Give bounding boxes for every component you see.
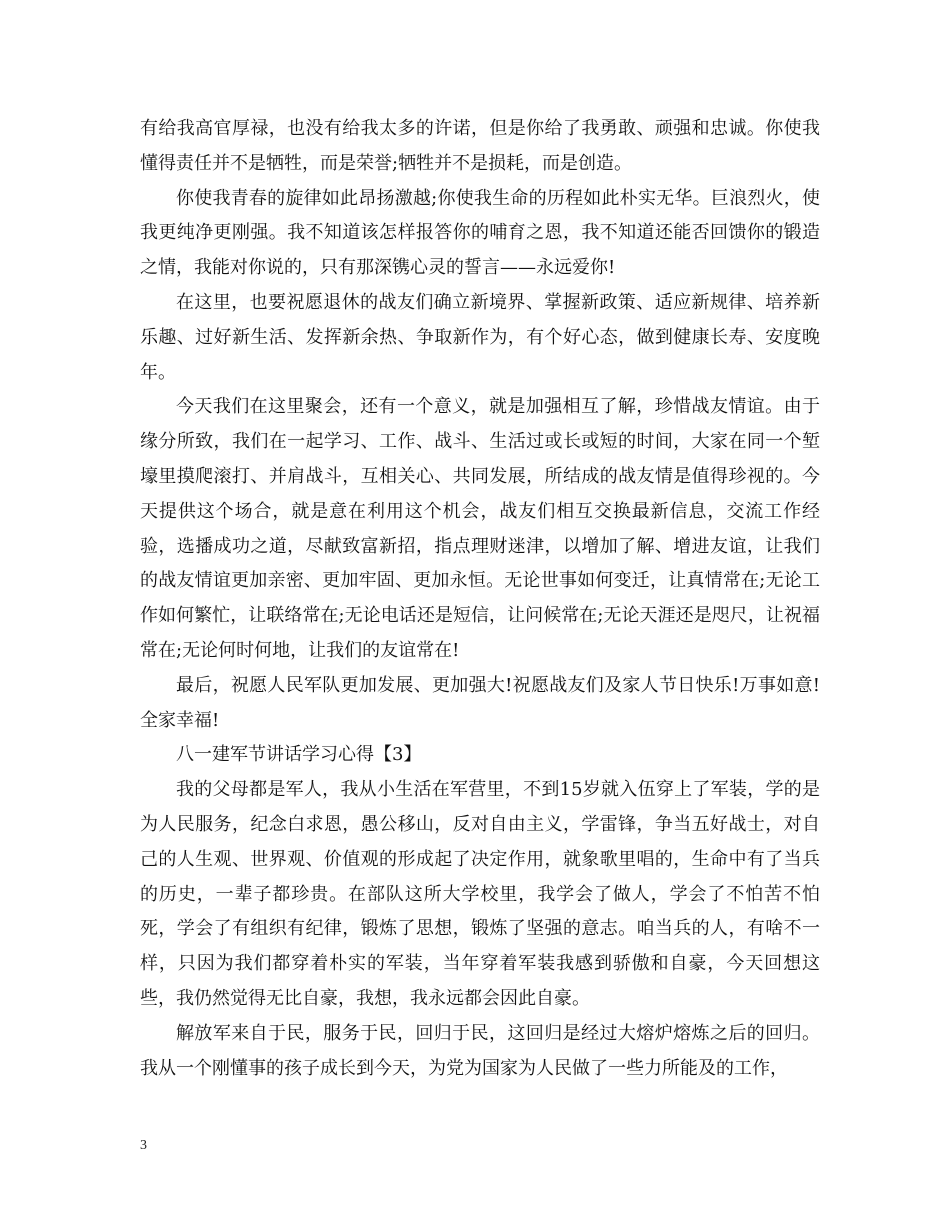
paragraph-1: 有给我高官厚禄，也没有给我太多的许诺，但是你给了我勇敢、顽强和忠诚。你使我懂得责任并不是牺牲，而是荣誉;牺牲并不是损耗，而是创造。 bbox=[140, 118, 820, 174]
paragraph-5: 最后，祝愿人民军队更加发展、更加强大!祝愿战友们及家人节日快乐!万事如意!全家幸福! bbox=[140, 674, 820, 731]
section-heading: 八一建军节讲话学习心得【3】 bbox=[176, 744, 422, 766]
document-body bbox=[140, 112, 820, 1086]
paragraph-6: 我的父母都是军人，我从小生活在军营里，不到15岁就入伍穿上了军装，学的是为人民服务，纪念白求恩，愚公移山，反对自由主义，学雷锋，争当五好战士，对自己的人生观、世界观、价值观的形成起了决定作用，就象歌里唱的，生命中有了当兵的历史，一辈子都珍贵。在部队这所大学校里，我学会了做人，学会了不怕苦不怕死，学会了有组织有纪律，锻炼了思想，锻炼了坚强的意志。咱当兵的人，有啥不一样，只因为我们都穿着朴实的军装，当年穿着军装我感到骄傲和自豪，今天回想这些，我仍然觉得无比自豪，我想，我永远都会因此自豪。 bbox=[140, 779, 820, 1009]
paragraph-3: 在这里，也要祝愿退休的战友们确立新境界、掌握新政策、适应新规律、培养新乐趣、过好新生活、发挥新余热、争取新作为，有个好心态，做到健康长寿、安度晚年。 bbox=[140, 291, 820, 383]
page-number: 3 bbox=[140, 1138, 147, 1153]
paragraph-4: 今天我们在这里聚会，还有一个意义，就是加强相互了解，珍惜战友情谊。由于缘分所致，我们在一起学习、工作、战斗、生活过或长或短的时间，大家在同一个堑壕里摸爬滚打、并肩战斗，互相关心、共同发展，所结成的战友情是值得珍视的。今天提供这个场合，就是意在利用这个机会，战友们相互交换最新信息，交流工作经验，选播成功之道，尽献致富新招，指点理财迷津，以增加了解、增进友谊，让我们的战友情谊更加亲密、更加牢固、更加永恒。无论世事如何变迁，让真情常在;无论工作如何繁忙，让联络常在;无论电话还是短信，让问候常在;无论天涯还是咫尺，让祝福常在;无论何时何地，让我们的友谊常在! bbox=[140, 396, 820, 661]
paragraph-7: 解放军来自于民，服务于民，回归于民，这回归是经过大熔炉熔炼之后的回归。我从一个刚懂事的孩子成长到今天，为党为国家为人民做了一些力所能及的工作， bbox=[140, 1022, 820, 1079]
paragraph-2: 你使我青春的旋律如此昂扬激越;你使我生命的历程如此朴实无华。巨浪烈火，使我更纯净更刚强。我不知道该怎样报答你的哺育之恩，我不知道还能否回馈你的锻造之情，我能对你说的，只有那深镌心灵的誓言——永远爱你! bbox=[140, 187, 820, 279]
